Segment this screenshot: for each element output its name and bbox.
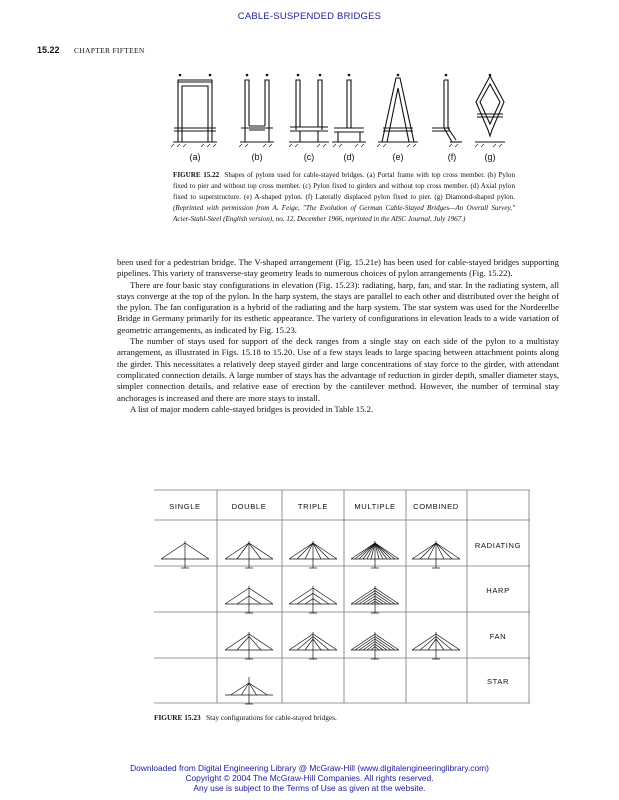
column-header-triple: TRIPLE bbox=[297, 502, 329, 511]
pylon-b-fixed-to-pier bbox=[240, 80, 274, 142]
chapter-title: CHAPTER FIFTEEN bbox=[74, 46, 145, 55]
paragraph: The number of stays used for support of the deck ranges from a single stay on each side of the pylon to a multistay arrangement, as illustrated in Figs. 15.18 to 15.20. Use of a few stays leads to large spacing between attachment points along the girder. This necessitates a relatively deep stayed girder and large concentrations of stay force to the girder, with attendant complicated connection details. A large number of stays has the advantage of reduction in girder depth, smaller diameter stays, simpler connection details, and relative ease of erection by the cantilever method. However, the number of terminal stay anchorages is increased and there are more stays to install. bbox=[117, 336, 559, 403]
column-header-single: SINGLE bbox=[169, 502, 201, 511]
figure-15-22-caption-text: Shapes of pylons used for cable-stayed bridges. (a) Portal frame with top cross member. (b) Pylon fixed to pier and without top cross member. (c) Pylon fixed to girders and without top cross member. (d) Axial pylon fixed to superstructure. (e) A-shaped pylon. (f) Laterally displaced pylon fixed to pier. (g) Diamond-shaped pylon. bbox=[173, 171, 516, 201]
footer-line-terms[interactable]: Any use is subject to the Terms of Use as given at the website. bbox=[193, 783, 426, 793]
stay-diagram-fan bbox=[412, 632, 460, 659]
panel-label-g: (g) bbox=[484, 152, 496, 162]
figure-15-23-caption bbox=[154, 713, 337, 722]
stay-diagram-radiating bbox=[289, 541, 337, 568]
stay-diagram-double-star bbox=[225, 677, 273, 704]
panel-label-a: (a) bbox=[189, 152, 201, 162]
pylon-g-diamond bbox=[475, 76, 505, 142]
stay-diagram-harp bbox=[225, 586, 273, 613]
body-text bbox=[117, 257, 559, 415]
figure-15-23-caption-text: Stay configurations for cable-stayed bridges. bbox=[206, 713, 337, 722]
running-header-banner: CABLE-SUSPENDED BRIDGES bbox=[237, 11, 382, 22]
stay-diagram-fan bbox=[289, 632, 337, 659]
panel-label-f: (f) bbox=[447, 152, 457, 162]
download-footer bbox=[0, 763, 619, 793]
grid-lines bbox=[154, 490, 530, 703]
pylon-f-laterally-displaced bbox=[432, 80, 462, 142]
stay-diagram-radiating bbox=[412, 541, 460, 568]
row-label-radiating: RADIATING bbox=[474, 541, 522, 550]
row-label-fan: FAN bbox=[489, 632, 507, 641]
stay-diagram-harp bbox=[351, 586, 399, 613]
stay-diagram-fan bbox=[225, 632, 273, 659]
row-label-harp: HARP bbox=[486, 586, 510, 595]
paragraph: There are four basic stay configurations in elevation (Fig. 15.23): radiating, harp, fan, and star. In the radiating system, all stays converge at the top of the pylon. In the harp system, the stays are parallel to each other and distributed over the height of the pylon. The fan configuration is a hybrid of the radiating and the harp system. The star system was used for the Norderelbe Bridge in Germany primarily for its esthetic appearance. The variety of configurations in elevation leads to a wide variation of geometric arrangements, as indicated by Fig. 15.23. bbox=[117, 279, 559, 335]
column-header-multiple: MULTIPLE bbox=[354, 502, 396, 511]
stay-diagram-radiating bbox=[225, 541, 273, 568]
stay-diagram-radiating bbox=[351, 541, 399, 568]
pylon-c-fixed-to-girders bbox=[289, 80, 329, 142]
pylon-shapes-figure bbox=[170, 70, 510, 165]
row-label-star: STAR bbox=[486, 677, 510, 686]
figure-15-23-label: FIGURE 15.23 bbox=[154, 713, 201, 722]
figure-15-22-credit: (Reprinted with permission from A. Feige, "The Evolution of German Cable-Stayed Bridges—An Overall Survey," Acier-Stahl-Steel (English version), no. 12, December 1966, reprinted in the AISC Journal, July 1967.) bbox=[173, 204, 515, 223]
cable-anchor-points bbox=[179, 74, 492, 77]
column-header-double: DOUBLE bbox=[231, 502, 267, 511]
footer-line-copyright: Copyright © 2004 The McGraw-Hill Companies. All rights reserved. bbox=[185, 773, 434, 783]
stay-diagrams bbox=[161, 541, 460, 704]
panel-label-e: (e) bbox=[392, 152, 404, 162]
column-header-combined: COMBINED bbox=[413, 502, 459, 511]
paragraph: been used for a pedestrian bridge. The V-shaped arrangement (Fig. 15.21e) has been used for cable-stayed bridges supporting pipelines. This variety of transverse-stay geometry leads to numerous choices of pylon arrangements (Fig. 15.22). bbox=[117, 257, 559, 279]
stay-diagram-fan bbox=[351, 632, 399, 659]
panel-label-c: (c) bbox=[303, 152, 315, 162]
stay-configurations-figure bbox=[154, 483, 534, 708]
pylon-d-axial bbox=[332, 80, 366, 142]
figure-15-22-caption bbox=[173, 170, 515, 225]
figure-15-22-label: FIGURE 15.22 bbox=[173, 171, 220, 179]
ground-hatching bbox=[171, 144, 502, 147]
panel-label-b: (b) bbox=[251, 152, 263, 162]
paragraph: A list of major modern cable-stayed bridges is provided in Table 15.2. bbox=[130, 403, 374, 414]
page-number: 15.22 bbox=[37, 45, 60, 55]
pylon-e-a-shaped bbox=[378, 78, 418, 142]
pylon-a-portal-frame bbox=[173, 80, 217, 142]
footer-line-download[interactable]: Downloaded from Digital Engineering Library @ McGraw-Hill (www.digitalengineeringlibrary.com) bbox=[130, 763, 489, 773]
stay-diagram-single-radiating bbox=[161, 541, 209, 568]
stay-diagram-harp bbox=[289, 586, 337, 613]
panel-label-d: (d) bbox=[343, 152, 355, 162]
